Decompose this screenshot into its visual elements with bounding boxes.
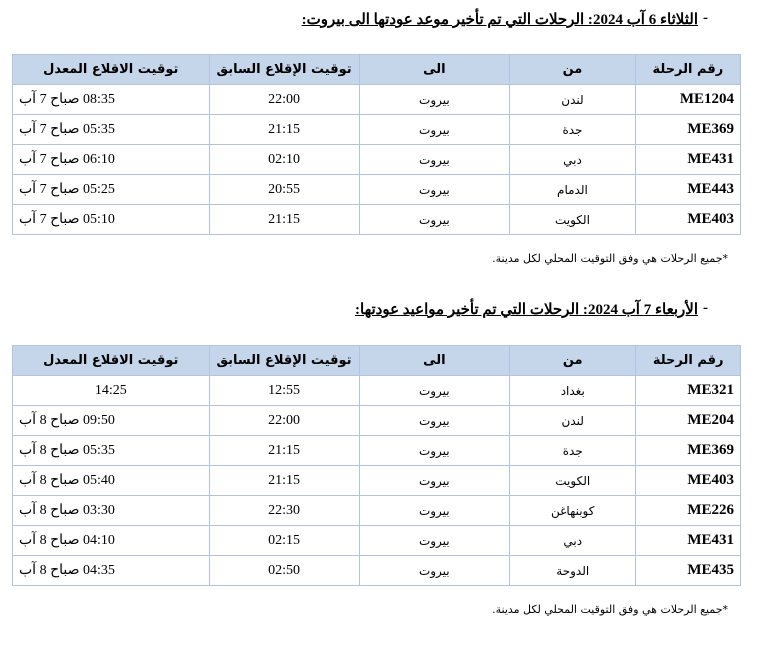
revised-departure: 05:35 صباح 8 آب [13, 436, 210, 466]
origin-city: الدوحة [510, 556, 636, 586]
origin-city: الكويت [510, 205, 636, 235]
origin-city: لندن [510, 406, 636, 436]
origin-city: دبي [510, 526, 636, 556]
origin-city: بغداد [510, 376, 636, 406]
section1-flights-table [12, 54, 741, 235]
table-row [13, 175, 741, 205]
section1-footnote: *جميع الرحلات هي وفق التوقيت المحلي لكل مدينة. [492, 252, 728, 265]
destination-city: بيروت [359, 175, 510, 205]
revised-departure: 04:35 صباح 8 آب [13, 556, 210, 586]
flight-number: ME321 [636, 376, 741, 406]
table-row [13, 376, 741, 406]
revised-departure: 05:35 صباح 7 آب [13, 115, 210, 145]
header-flight-number: رقم الرحلة [636, 346, 741, 376]
header-previous-departure: توقيت الإقلاع السابق [209, 55, 359, 85]
flight-number: ME1204 [635, 85, 740, 115]
origin-city: جدة [510, 436, 636, 466]
destination-city: بيروت [359, 496, 510, 526]
header-revised-departure: توقيت الاقلاع المعدل [13, 55, 210, 85]
previous-departure: 22:00 [209, 85, 359, 115]
flight-number: ME443 [635, 175, 740, 205]
origin-city: دبي [510, 145, 636, 175]
revised-departure: 04:10 صباح 8 آب [13, 526, 210, 556]
previous-departure: 22:00 [209, 406, 359, 436]
table-row [13, 526, 741, 556]
table-row [13, 145, 741, 175]
flight-number: ME431 [636, 526, 741, 556]
revised-departure: 08:35 صباح 7 آب [13, 85, 210, 115]
section2-flights-table [12, 345, 741, 586]
flight-number: ME431 [635, 145, 740, 175]
header-to: الى [359, 346, 510, 376]
previous-departure: 21:15 [209, 436, 359, 466]
destination-city: بيروت [359, 85, 510, 115]
section1-heading: الثلاثاء 6 آب 2024: الرحلات التي تم تأخير موعد عودتها الى بيروت: [301, 12, 698, 28]
revised-departure: 05:25 صباح 7 آب [13, 175, 210, 205]
header-flight-number: رقم الرحلة [635, 55, 740, 85]
previous-departure: 02:50 [209, 556, 359, 586]
table-row [13, 406, 741, 436]
origin-city: جدة [510, 115, 636, 145]
table-row [13, 205, 741, 235]
header-revised-departure: توقيت الاقلاع المعدل [13, 346, 210, 376]
table-header-row [13, 346, 741, 376]
destination-city: بيروت [359, 115, 510, 145]
destination-city: بيروت [359, 556, 510, 586]
section2-heading: الأربعاء 7 آب 2024: الرحلات التي تم تأخير مواعيد عودتها: [355, 302, 698, 318]
header-from: من [510, 55, 636, 85]
table-row [13, 115, 741, 145]
flight-number: ME403 [636, 466, 741, 496]
destination-city: بيروت [359, 376, 510, 406]
revised-departure: 05:40 صباح 8 آب [13, 466, 210, 496]
flight-number: ME226 [636, 496, 741, 526]
destination-city: بيروت [359, 526, 510, 556]
bullet-dash: - [703, 10, 708, 26]
previous-departure: 21:15 [209, 205, 359, 235]
bullet-dash: - [703, 300, 708, 316]
flight-number: ME369 [636, 436, 741, 466]
destination-city: بيروت [359, 145, 510, 175]
previous-departure: 20:55 [209, 175, 359, 205]
origin-city: كوبنهاغن [510, 496, 636, 526]
previous-departure: 02:15 [209, 526, 359, 556]
previous-departure: 21:15 [209, 115, 359, 145]
destination-city: بيروت [359, 406, 510, 436]
origin-city: لندن [510, 85, 636, 115]
revised-departure: 09:50 صباح 8 آب [13, 406, 210, 436]
destination-city: بيروت [359, 466, 510, 496]
revised-departure: 06:10 صباح 7 آب [13, 145, 210, 175]
previous-departure: 12:55 [209, 376, 359, 406]
flight-number: ME435 [636, 556, 741, 586]
origin-city: الكويت [510, 466, 636, 496]
revised-departure: 03:30 صباح 8 آب [13, 496, 210, 526]
previous-departure: 02:10 [209, 145, 359, 175]
destination-city: بيروت [359, 436, 510, 466]
flight-number: ME204 [636, 406, 741, 436]
revised-departure: 14:25 [13, 376, 210, 406]
flight-number: ME369 [635, 115, 740, 145]
section2-footnote: *جميع الرحلات هي وفق التوقيت المحلي لكل مدينة. [492, 603, 728, 616]
header-previous-departure: توقيت الإقلاع السابق [209, 346, 359, 376]
header-to: الى [359, 55, 510, 85]
table-row [13, 85, 741, 115]
table-row [13, 556, 741, 586]
destination-city: بيروت [359, 205, 510, 235]
table-row [13, 466, 741, 496]
origin-city: الدمام [510, 175, 636, 205]
table-row [13, 496, 741, 526]
header-from: من [510, 346, 636, 376]
previous-departure: 21:15 [209, 466, 359, 496]
previous-departure: 22:30 [209, 496, 359, 526]
revised-departure: 05:10 صباح 7 آب [13, 205, 210, 235]
table-row [13, 436, 741, 466]
table-header-row [13, 55, 741, 85]
flight-number: ME403 [635, 205, 740, 235]
